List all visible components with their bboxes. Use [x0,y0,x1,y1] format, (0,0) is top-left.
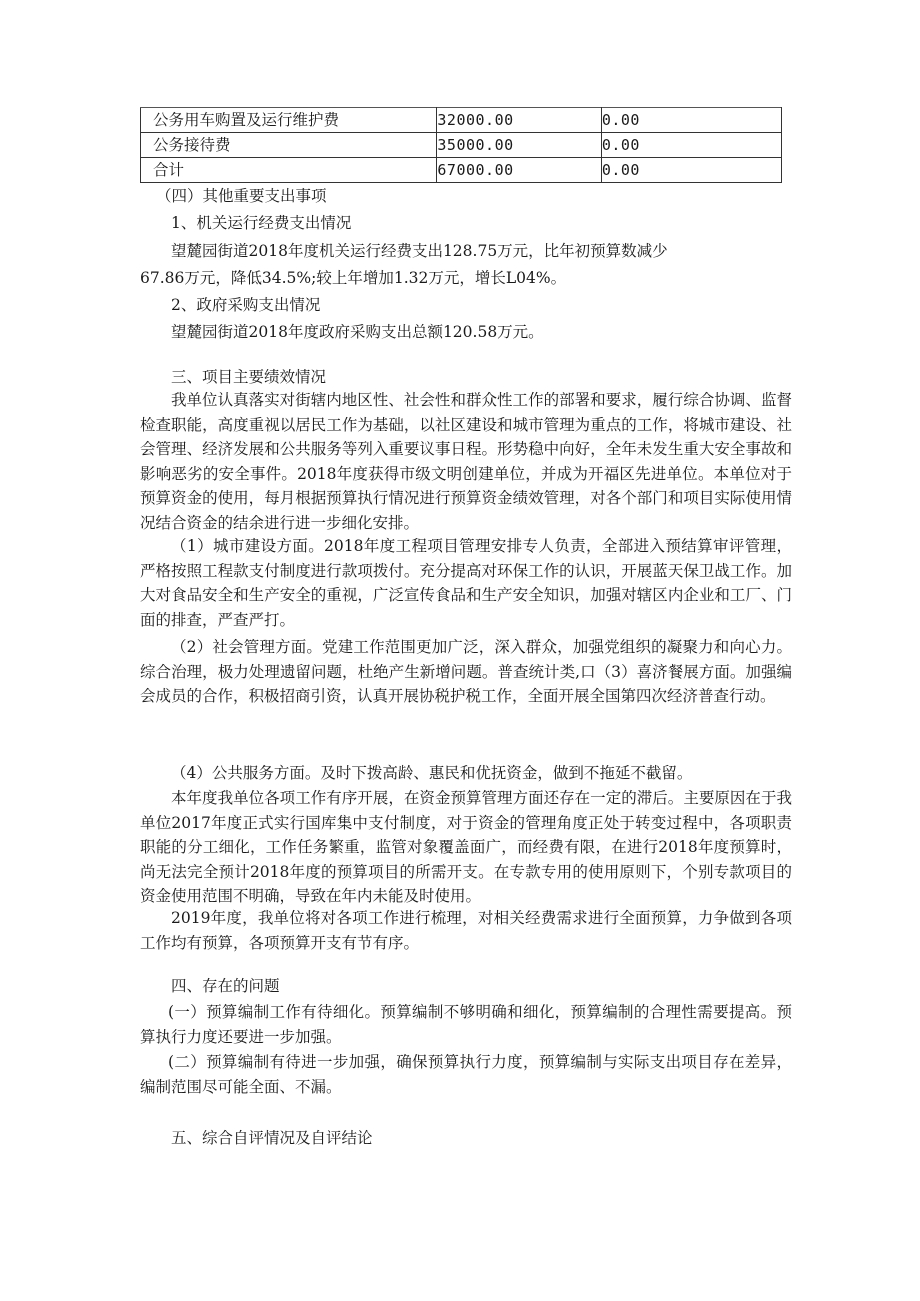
body-text-line: 望麓园街道2018年度机关运行经费支出128.75万元，比年初预算数减少 [171,242,668,260]
table-cell-item: 合计 [141,158,437,183]
paragraph: 我单位认真落实对街辖内地区性、社会性和群众性工作的部署和要求，履行综合协调、监督检查职能，高度重视以居民工作为基础，以社区建设和城市管理为重点的工作，将城市建设、社会管理、经济发展和公共服务等列入重要议事日程。形势稳中向好，全年未发生重大安全事故和影响恶劣的安全事件。2018年度获得市级文明创建单位，并成为开福区先进单位。本单位对于预算资金的使用，每月根据预算执行情况进行预算资金绩效管理，对各个部门和项目实际使用情况结合资金的结余进行进一步细化安排。 [140,391,792,532]
table-cell-amount: 35000.00 [437,133,601,158]
section-heading: 四、存在的问题 [171,977,280,995]
table-cell-item: 公务接待费 [141,133,437,158]
table-cell-amount: 32000.00 [437,108,601,133]
table-cell-other: 0.00 [601,108,781,133]
section-heading: 三、项目主要绩效情况 [171,368,327,386]
paragraph: (一）预算编制工作有待细化。预算编制不够明确和细化，预算编制的合理性需要提高。预算执行力度还要进一步加强。 [140,1003,792,1046]
subsection-title: 1、机关运行经费支出情况 [171,214,352,232]
body-text-line: 67.86万元，降低34.5%;较上年增加1.32万元，增长L04%。 [140,269,567,287]
table-row [141,133,782,158]
paragraph: 2019年度，我单位将对各项工作进行梳理，对相关经费需求进行全面预算，力争做到各项工作均有预算，各项预算开支有节有序。 [140,909,792,952]
table-row [141,158,782,183]
section-heading: 五、综合自评情况及自评结论 [171,1129,373,1147]
table-cell-other: 0.00 [601,158,781,183]
paragraph: (二）预算编制有待进一步加强，确保预算执行力度，预算编制与实际支出项目存在差异，编制范围尽可能全面、不漏。 [140,1053,792,1096]
expense-table [140,107,782,183]
table-row [141,108,782,133]
paragraph: （1）城市建设方面。2018年度工程项目管理安排专人负责，全部进入预结算审评管理，严格按照工程款支付制度进行款项拨付。充分提高对环保工作的认识，开展蓝天保卫战工作。加大对食品安全和生产安全的重视，广泛宣传食品和生产安全知识，加强对辖区内企业和工厂、门面的排查，严查严打。 [140,537,792,629]
paragraph: （2）社会管理方面。党建工作范围更加广泛，深入群众，加强党组织的凝聚力和向心力。综合治理，极力处理遗留问题，杜绝产生新增问题。普查统计类,口（3）喜济餐展方面。加强编会成员的合作，积极招商引资，认真开展协税护税工作，全面开展全国第四次经济普查行动。 [140,638,792,705]
table-cell-item: 公务用车购置及运行维护费 [141,108,437,133]
paragraph: （4）公共服务方面。及时下拨高龄、惠民和优抚资金，做到不拖延不截留。 [171,764,693,782]
subsection-title: 2、政府采购支出情况 [171,296,321,314]
paragraph: 本年度我单位各项工作有序开展，在资金预算管理方面还存在一定的滞后。主要原因在于我单位2017年度正式实行国库集中支付制度，对于资金的管理角度正处于转变过程中，各项职责职能的分工细化，工作任务繁重，监管对象覆盖面广，而经费有限，在进行2018年度预算时，尚无法完全预计2018年度的预算项目的所需开支。在专款专用的使用原则下，个别专款项目的资金使用范围不明确，导致在年内未能及时使用。 [140,789,792,905]
table-cell-amount: 67000.00 [437,158,601,183]
table-cell-other: 0.00 [601,133,781,158]
section-heading: （四）其他重要支出事项 [156,187,327,205]
body-text-line: 望麓园街道2018年度政府采购支出总额120.58万元。 [171,323,544,341]
